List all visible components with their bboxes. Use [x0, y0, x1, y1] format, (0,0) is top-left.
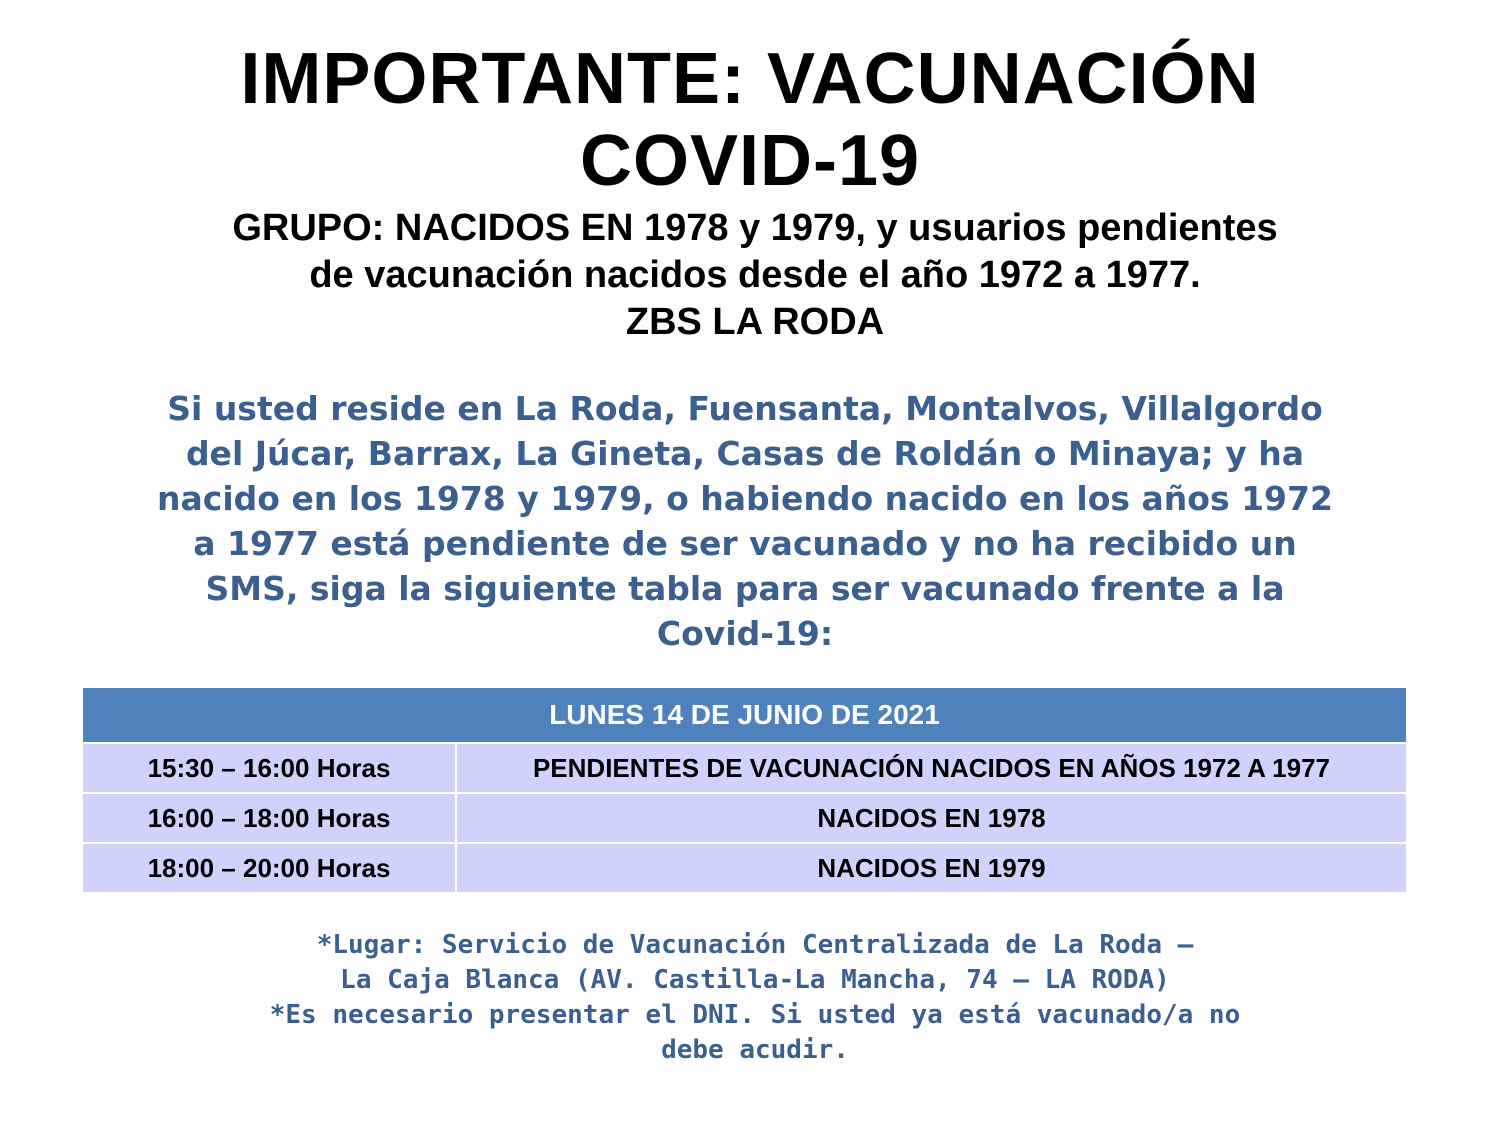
intro-line: Si usted reside en La Roda, Fuensanta, Montalvos, Villalgordo — [167, 389, 1323, 428]
intro-line: nacido en los 1978 y 1979, o habiendo nacido en los años 1972 — [157, 479, 1333, 518]
schedule-date-header: LUNES 14 DE JUNIO DE 2021 — [83, 688, 1406, 743]
schedule-header-row — [83, 688, 1406, 743]
footer-line: La Caja Blanca (AV. Castilla-La Mancha, 74 – LA RODA) — [340, 965, 1170, 995]
time-slot-cell: 15:30 – 16:00 Horas — [83, 743, 456, 793]
footer-line: *Es necesario presentar el DNI. Si usted ya está vacunado/a no — [269, 1000, 1241, 1030]
intro-line: SMS, siga la siguiente tabla para ser vacunado frente a la — [205, 569, 1285, 608]
intro-line: a 1977 está pendiente de ser vacunado y no ha recibido un — [193, 524, 1297, 563]
table-row — [83, 743, 1406, 793]
footer-line: debe acudir. — [661, 1035, 849, 1065]
group-line-3: ZBS LA RODA — [625, 301, 885, 343]
table-row — [83, 843, 1406, 892]
group-line-2: de vacunación nacidos desde el año 1972 a 1977. — [309, 254, 1201, 296]
table-row — [83, 793, 1406, 843]
schedule-table — [83, 688, 1406, 892]
intro-paragraph — [0, 386, 1490, 656]
title-line-1: IMPORTANTE: VACUNACIÓN — [240, 39, 1260, 119]
group-line-1: GRUPO: NACIDOS EN 1978 y 1979, y usuarios pendientes — [232, 207, 1278, 249]
time-slot-cell: 16:00 – 18:00 Horas — [83, 793, 456, 843]
page-title — [0, 38, 1500, 202]
footer-line: *Lugar: Servicio de Vacunación Centralizada de La Roda – — [316, 930, 1194, 960]
title-line-2: COVID-19 — [579, 121, 921, 201]
footer-notes — [0, 928, 1500, 1068]
intro-line: Covid-19: — [656, 614, 834, 653]
group-cell: NACIDOS EN 1979 — [456, 843, 1406, 892]
group-cell: PENDIENTES DE VACUNACIÓN NACIDOS EN AÑOS 1972 A 1977 — [456, 743, 1406, 793]
group-subtitle — [0, 205, 1500, 346]
group-cell: NACIDOS EN 1978 — [456, 793, 1406, 843]
intro-line: del Júcar, Barrax, La Gineta, Casas de Roldán o Minaya; y ha — [185, 434, 1305, 473]
time-slot-cell: 18:00 – 20:00 Horas — [83, 843, 456, 892]
